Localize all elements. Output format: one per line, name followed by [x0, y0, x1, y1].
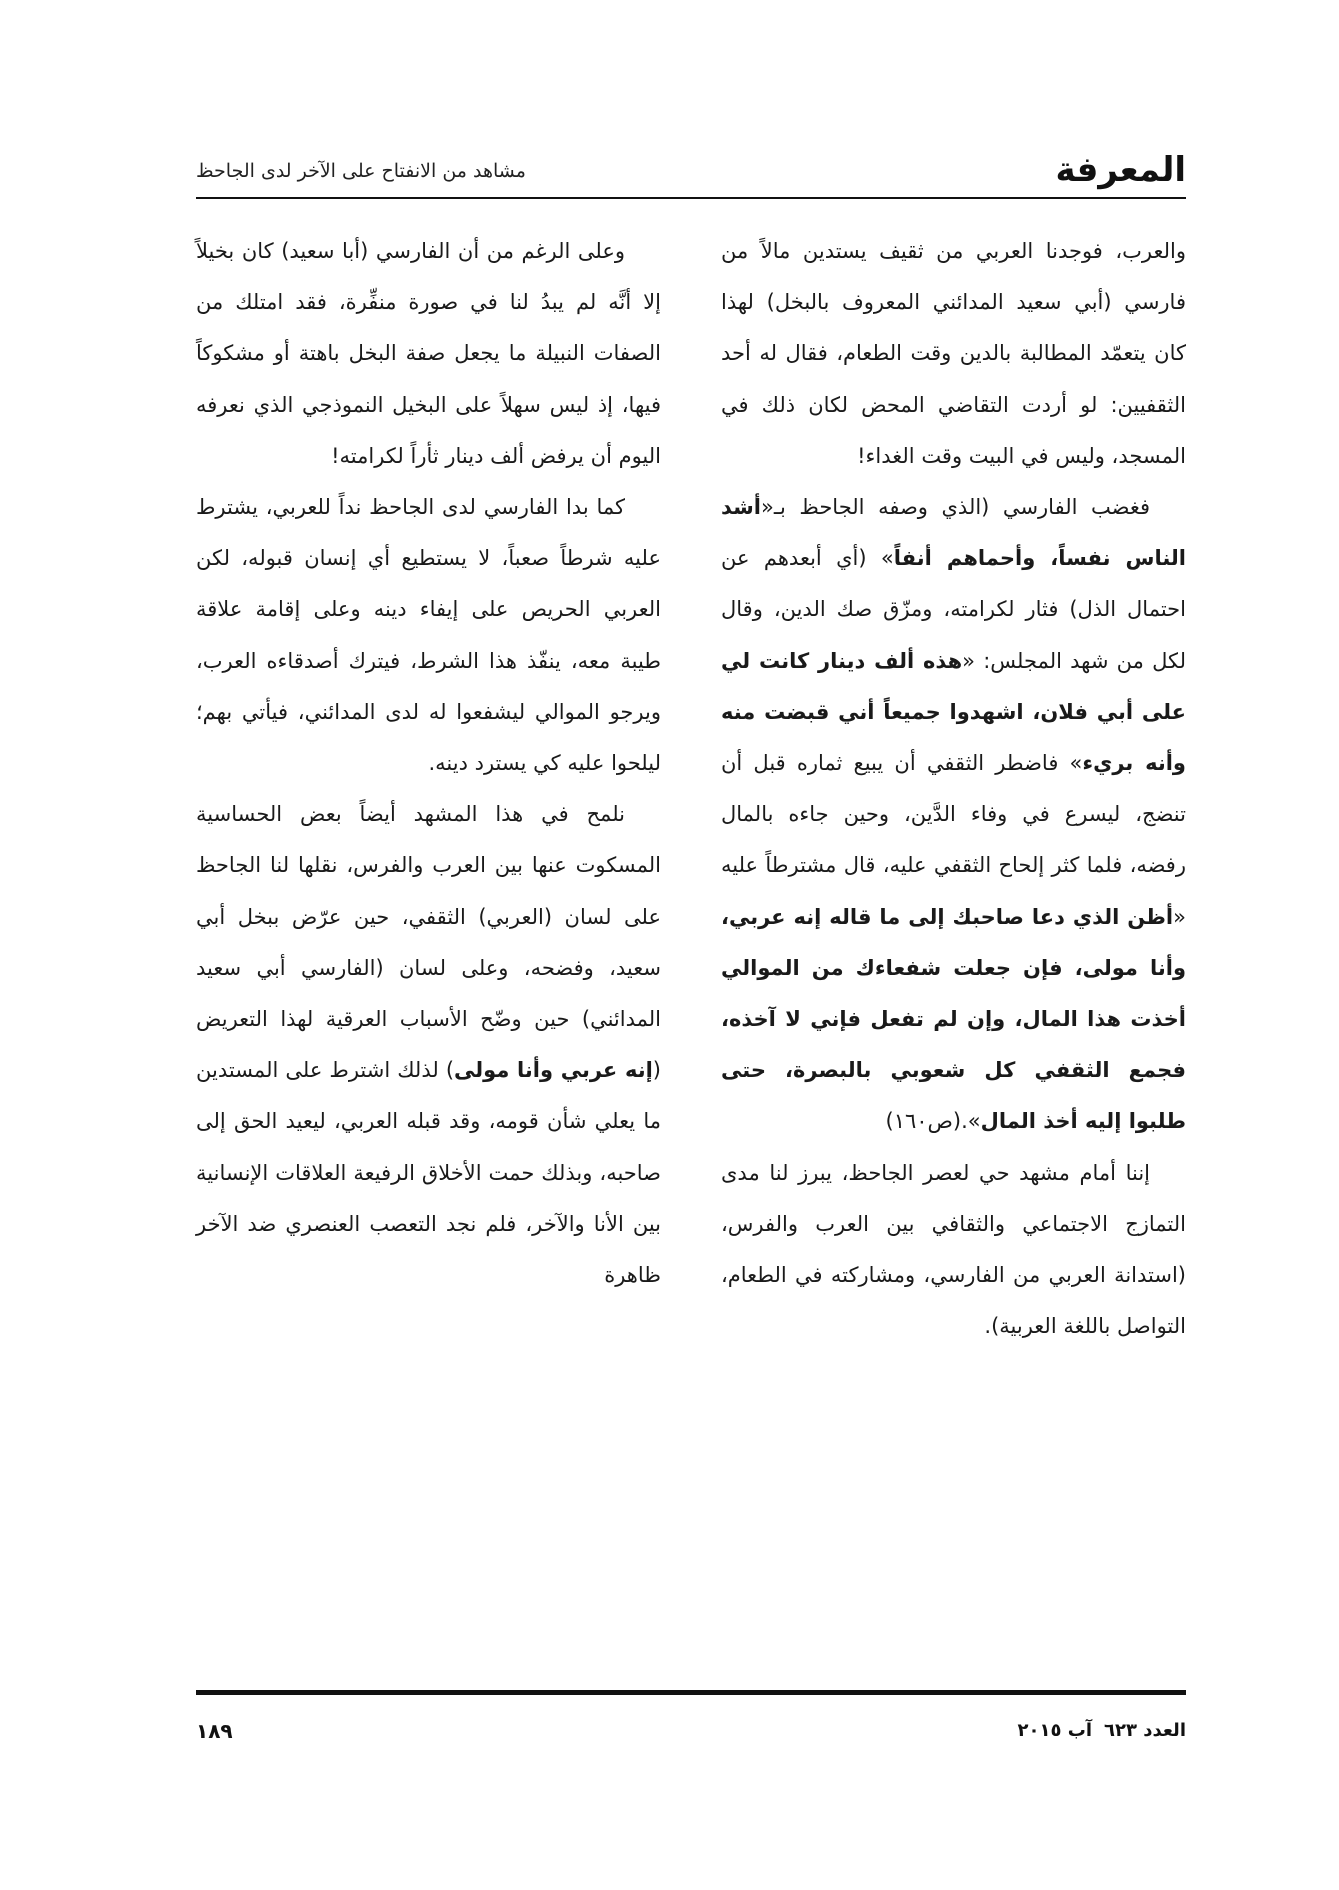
page-number: ١٨٩	[196, 1719, 233, 1743]
paragraph: والعرب، فوجدنا العربي من ثقيف يستدين مالاً من فارسي (أبي سعيد المدائني المعروف بالبخل) لهذا كان يتعمّد المطالبة بالدين وقت الطعام، فقال له أحد الثقفيين: لو أردت التقاضي المحض لكان ذلك في المسجد، وليس في البيت وقت الغداء!	[721, 239, 1186, 468]
paragraph: وعلى الرغم من أن الفارسي (أبا سعيد) كان بخيلاً إلا أنَّه لم يبدُ لنا في صورة منفِّرة، فقد امتلك من الصفات النبيلة ما يجعل صفة البخل باهتة أو مشكوكاً فيها، إذ ليس سهلاً على البخيل النموذجي الذي نعرفه اليوم أن يرفض ألف دينار ثأراً لكرامته!	[196, 239, 661, 468]
text-span: » (أي أبعدهم عن احتمال الذل) فثار لكرامته، ومزّق صك الدين، وقال لكل من شهد المجلس: «	[721, 546, 1186, 673]
paragraph	[721, 482, 1186, 1148]
paragraph: إننا أمام مشهد حي لعصر الجاحظ، يبرز لنا مدى التمازج الاجتماعي والثقافي بين العرب والفرس، (استدانة العربي من الفارسي، ومشاركته في الطعام، التواصل باللغة العربية).	[721, 1160, 1186, 1339]
running-title: مشاهد من الانفتاح على الآخر لدى الجاحظ	[196, 160, 526, 182]
header-divider	[196, 197, 1186, 199]
text-span: فغضب الفارسي (الذي وصفه الجاحظ بـ«	[760, 495, 1150, 520]
text-span: » فاضطر الثقفي أن يبيع ثماره قبل أن تنضج، ليسرع في وفاء الدَّين، وحين جاءه بالمال رفضه، فلما كثر إلحاح الثقفي عليه، قال مشترطاً عليه «	[721, 751, 1186, 929]
text-span: نلمح في هذا المشهد أيضاً بعض الحساسية المسكوت عنها بين العرب والفرس، نقلها لنا الجاحظ على لسان (العربي) الثقفي، حين عرّض ببخل أبي سعيد، وفضحه، وعلى لسان (الفارسي أبي سعيد المدائني) حين وضّح الأسباب العرقية لهذا التعريض (	[196, 802, 661, 1083]
article-column-left	[196, 226, 661, 1301]
footer-divider	[196, 1690, 1186, 1695]
issue-info	[1006, 1716, 1186, 1746]
paragraph	[196, 789, 661, 1301]
page-header	[196, 148, 1186, 196]
bold-quote: إنه عربي وأنا مولى	[454, 1058, 653, 1083]
issue-date: آب ٢٠١٥	[1017, 1720, 1093, 1741]
magazine-logo: المعرفة	[1055, 150, 1186, 190]
issue-number: العدد ٦٢٣	[1104, 1720, 1186, 1741]
bold-quote: هذه ألف دينار كانت لي على أبي فلان، اشهدوا جميعاً أني قبضت منه وأنه بريء	[721, 648, 1186, 776]
bold-quote: أشد الناس نفساً، وأحماهم أنفاً	[721, 495, 1186, 571]
bold-quote: أظن الذي دعا صاحبك إلى ما قاله إنه عربي، وأنا مولى، فإن جعلت شفعاءك من الموالي أخذت هذا المال، وإن لم تفعل فإني لا آخذه، فجمع الثقفي كل شعوبي بالبصرة، حتى طلبوا إليه أخذ المال	[721, 904, 1186, 1134]
paragraph: كما بدا الفارسي لدى الجاحظ نداً للعربي، يشترط عليه شرطاً صعباً، لا يستطيع أي إنسان قبوله، لكن العربي الحريص على إيفاء دينه وعلى إقامة علاقة طيبة معه، ينفّذ هذا الشرط، فيترك أصدقاءه العرب، ويرجو الموالي ليشفعوا له لدى المدائني، فيأتي بهم؛ ليلحوا عليه كي يسترد دينه.	[196, 495, 661, 776]
text-span: ».(ص١٦٠)	[885, 1109, 981, 1134]
article-column-right	[721, 226, 1186, 1352]
text-span: ) لذلك اشترط على المستدين ما يعلي شأن قومه، وقد قبله العربي، ليعيد الحق إلى صاحبه، وبذلك حمت الأخلاق الرفيعة العلاقات الإنسانية بين الأنا والآخر، فلم نجد التعصب العنصري ضد الآخر ظاهرة	[196, 1058, 661, 1288]
